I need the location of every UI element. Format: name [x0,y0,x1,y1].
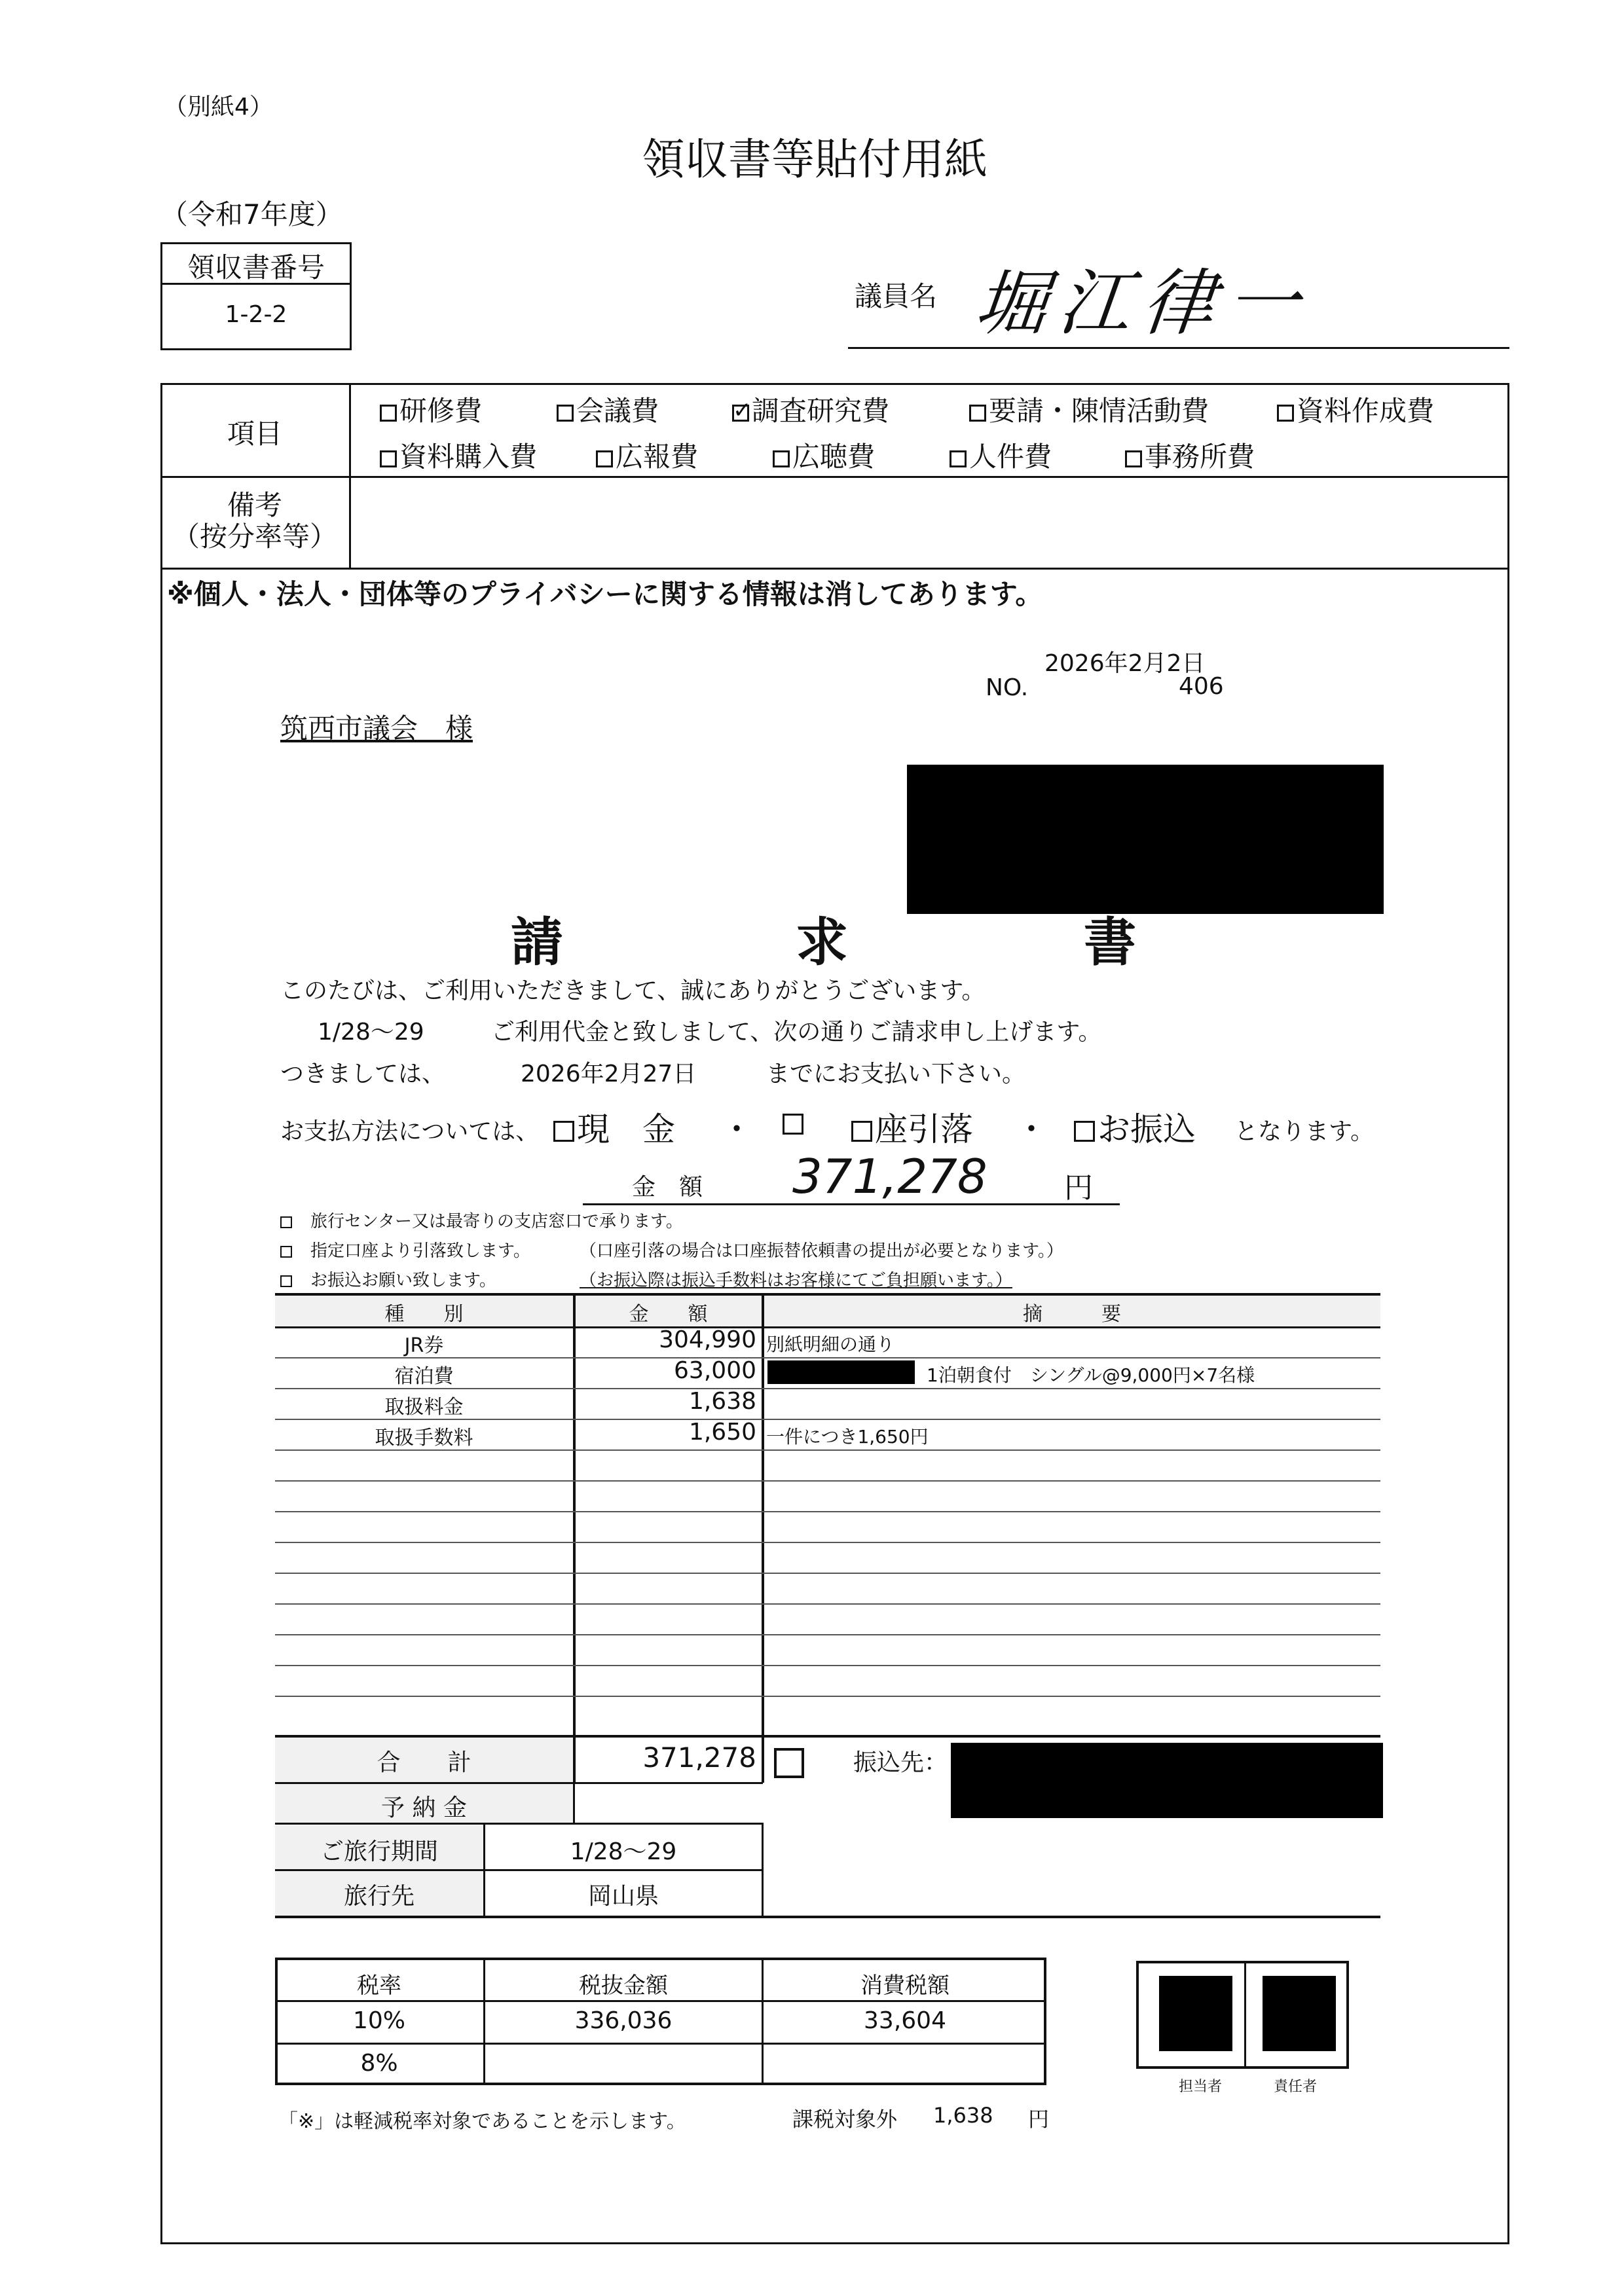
fiscal-year: （令和7年度） [160,198,343,230]
detail-top-line [275,1293,1380,1296]
item-hearing-label: 広聴費 [792,441,876,473]
item-meeting[interactable] [557,390,659,429]
privacy-note: ※個人・法人・団体等のプライバシーに関する情報は消してあります。 [167,578,1043,610]
row-3-amount: 1,638 [688,1388,756,1415]
invoice-addressee: 筑西市議会 様 [280,712,473,744]
travel-bottom-line [275,1916,1380,1918]
item-petition-label: 要請・陳情活動費 [989,395,1209,427]
detail-row-line [275,1542,1380,1543]
checkbox-hearing[interactable] [773,450,790,467]
detail-row-line [275,1573,1380,1574]
invoice-title-char-3: 書 [1084,912,1136,973]
tax-row-1-tax: 33,604 [864,2007,946,2034]
item-research[interactable] [732,390,889,429]
remarks-label-line2: （按分率等） [172,520,337,553]
annex-label: （別紙4） [164,94,273,120]
tax-row-1-net: 336,036 [574,2007,673,2034]
invoice-line2: ご利用代金と致しまして、次の通りご請求申し上げます。 [491,1019,1102,1046]
checkbox-publicity[interactable] [596,450,613,467]
receipt-number: 1-2-2 [225,301,287,328]
item-training[interactable] [380,390,482,429]
check-mark-icon: ✓ [733,397,752,424]
tax-header-net: 税抜金額 [579,1973,668,1999]
note-1 [280,1208,683,1232]
payment-blank[interactable] [783,1103,806,1141]
item-table-row-divider [160,476,1509,478]
tax-row-1-rate: 10% [352,2007,405,2034]
detail-header-memo: 摘 要 [1023,1303,1121,1326]
destination: 岡山県 [587,1883,659,1910]
remarks-label-line1: 備考 [227,489,282,521]
invoice-period: 1/28～29 [318,1019,424,1046]
payment-cash[interactable] [553,1103,675,1150]
note-3-extra: （お振込際は振込手数料はお客様にてご負担願います。） [580,1271,1012,1290]
invoice-line3-prefix: つきましては、 [280,1061,446,1087]
checkbox-debit[interactable] [851,1121,872,1142]
destination-label: 旅行先 [343,1883,415,1910]
payment-transfer-label: お振込 [1098,1110,1196,1148]
item-office-label: 事務所費 [1145,441,1255,473]
checkbox-research[interactable] [732,397,752,424]
transfer-checkbox[interactable] [774,1748,804,1778]
detail-row-line [275,1665,1380,1666]
non-taxable-label: 課税対象外 [792,2107,898,2132]
row-1-kind: JR券 [404,1334,444,1357]
detail-row-line [275,1603,1380,1605]
checkbox-personnel[interactable] [950,450,967,467]
tax-header-rate: 税率 [357,1973,401,1999]
item-personnel[interactable] [950,435,1052,475]
item-hearing[interactable] [773,435,875,475]
note-2-text: 指定口座より引落致します。 [310,1241,530,1261]
checkbox-material-purchase[interactable] [380,450,397,467]
payment-dot-1: ・ [720,1110,753,1148]
note-2 [280,1237,530,1262]
item-publicity-label: 広報費 [616,441,699,473]
tax-header-line [275,2000,1046,2002]
row-1-memo: 別紙明細の通り [766,1334,895,1355]
item-material-purchase-label: 資料購入費 [399,441,538,473]
member-name-label: 議員名 [855,280,938,312]
total-value: 371,278 [642,1741,756,1774]
tax-header-tax: 消費税額 [860,1973,950,1999]
item-office[interactable] [1125,435,1255,475]
redacted-hotel [767,1360,915,1384]
travel-right-line [762,1823,764,1916]
amount-unit: 円 [1064,1171,1093,1205]
detail-row-line [275,1511,1380,1512]
row-4-amount: 1,650 [688,1419,756,1446]
redacted-stamp-staff [1159,1976,1232,2051]
invoice-title-char-2: 求 [796,912,848,973]
row-3-kind: 取扱料金 [384,1396,464,1419]
travel-row-line [275,1869,763,1871]
amount-underline [583,1203,1120,1205]
row-4-memo: 一件につき1,650円 [766,1426,929,1448]
member-signature: 堀江律一 [970,261,1315,345]
invoice-line1: このたびは、ご利用いただきまして、誠にありがとうございます。 [280,977,986,1004]
non-taxable-value: 1,638 [933,2103,993,2128]
checkbox-office[interactable] [1125,450,1142,467]
checkbox-petition[interactable] [969,405,986,422]
payment-prefix: お支払方法については、 [280,1118,540,1145]
non-taxable-unit: 円 [1028,2107,1050,2132]
item-research-label: 調査研究費 [752,395,890,427]
note-1-text: 旅行センター又は最寄りの支店窓口で承ります。 [310,1212,683,1231]
item-publicity[interactable] [596,435,698,475]
invoice-due-date: 2026年2月27日 [521,1061,697,1087]
note-2-extra: （口座引落の場合は口座振替依頼書の提出が必要となります。） [580,1241,1063,1261]
detail-header-amount: 金 額 [629,1303,708,1326]
row-2-kind: 宿泊費 [394,1365,454,1388]
prepaid-col-line [573,1782,575,1823]
total-row-line [275,1782,763,1784]
prepaid-row-line [275,1823,763,1825]
detail-header-kind: 種 別 [384,1303,464,1326]
tax-row-2-rate: 8% [360,2050,398,2077]
redacted-stamp-manager [1263,1976,1336,2051]
row-1-amount: 304,990 [659,1326,756,1353]
row-2-amount: 63,000 [674,1357,756,1384]
travel-period: 1/28～29 [570,1838,677,1865]
payment-suffix: となります。 [1234,1118,1375,1145]
payment-transfer[interactable] [1074,1103,1196,1150]
item-personnel-label: 人件費 [969,441,1052,473]
tax-row-line [275,2043,1046,2045]
invoice-title-char-1: 請 [511,912,563,973]
checkbox-training[interactable] [380,405,397,422]
total-label: 合 計 [377,1749,471,1776]
item-training-label: 研修費 [399,395,483,427]
invoice-date: 2026年2月2日 [1044,650,1206,677]
row-4-kind: 取扱手数料 [375,1427,473,1449]
redacted-bank [951,1743,1383,1818]
transfer-label: 振込先： [853,1749,948,1776]
stamp-label-manager: 責任者 [1274,2079,1318,2095]
member-name-underline [848,347,1509,349]
detail-col1-line [573,1293,576,1783]
item-petition[interactable] [969,390,1209,429]
detail-col2-line [762,1293,764,1783]
item-material-creation-label: 資料作成費 [1297,395,1435,427]
prepaid-label: 予 納 金 [381,1795,467,1821]
note-3-checkbox[interactable] [280,1275,292,1287]
receipt-number-label: 領収書番号 [187,251,325,283]
stamp-label-staff: 担当者 [1179,2079,1223,2095]
payment-cash-label: 現 金 [577,1110,675,1148]
amount-label: 金 額 [632,1174,703,1201]
payment-debit[interactable] [851,1103,973,1150]
detail-row-line [275,1480,1380,1482]
invoice-line3-suffix: までにお支払い下さい。 [766,1061,1026,1087]
invoice-no: 406 [1179,673,1224,700]
payment-debit-label: 座引落 [875,1110,973,1148]
remarks-label [160,490,349,553]
note-1-checkbox[interactable] [280,1216,292,1228]
note-3-text: お振込お願い致します。 [310,1271,496,1290]
checkbox-cash[interactable] [553,1121,574,1142]
checkbox-blank[interactable] [783,1114,803,1135]
checkbox-meeting[interactable] [557,405,574,422]
detail-header-line [275,1326,1380,1328]
amount-value: 371,278 [792,1149,987,1204]
item-material-creation[interactable] [1277,390,1434,429]
note-2-checkbox[interactable] [280,1246,292,1258]
item-material-purchase[interactable] [380,435,537,475]
sheet-title: 領収書等貼付用紙 [642,134,987,185]
item-meeting-label: 会議費 [576,395,659,427]
detail-row-line [275,1696,1380,1697]
detail-row-line [275,1634,1380,1635]
travel-period-label: ご旅行期間 [320,1838,438,1865]
note-3 [280,1267,496,1291]
checkbox-transfer[interactable] [1074,1121,1095,1142]
invoice-no-label: NO. [986,674,1029,701]
payment-dot-2: ・ [1015,1110,1048,1148]
checkbox-material-creation[interactable] [1277,405,1294,422]
row-2-memo: 1泊朝食付 シングル@9,000円×7名様 [927,1364,1255,1386]
stamp-divider [1244,1961,1246,2069]
item-label: 項目 [227,418,282,450]
redacted-issuer [907,765,1384,914]
reduced-rate-note: 「※」は軽減税率対象であることを示します。 [278,2110,686,2133]
